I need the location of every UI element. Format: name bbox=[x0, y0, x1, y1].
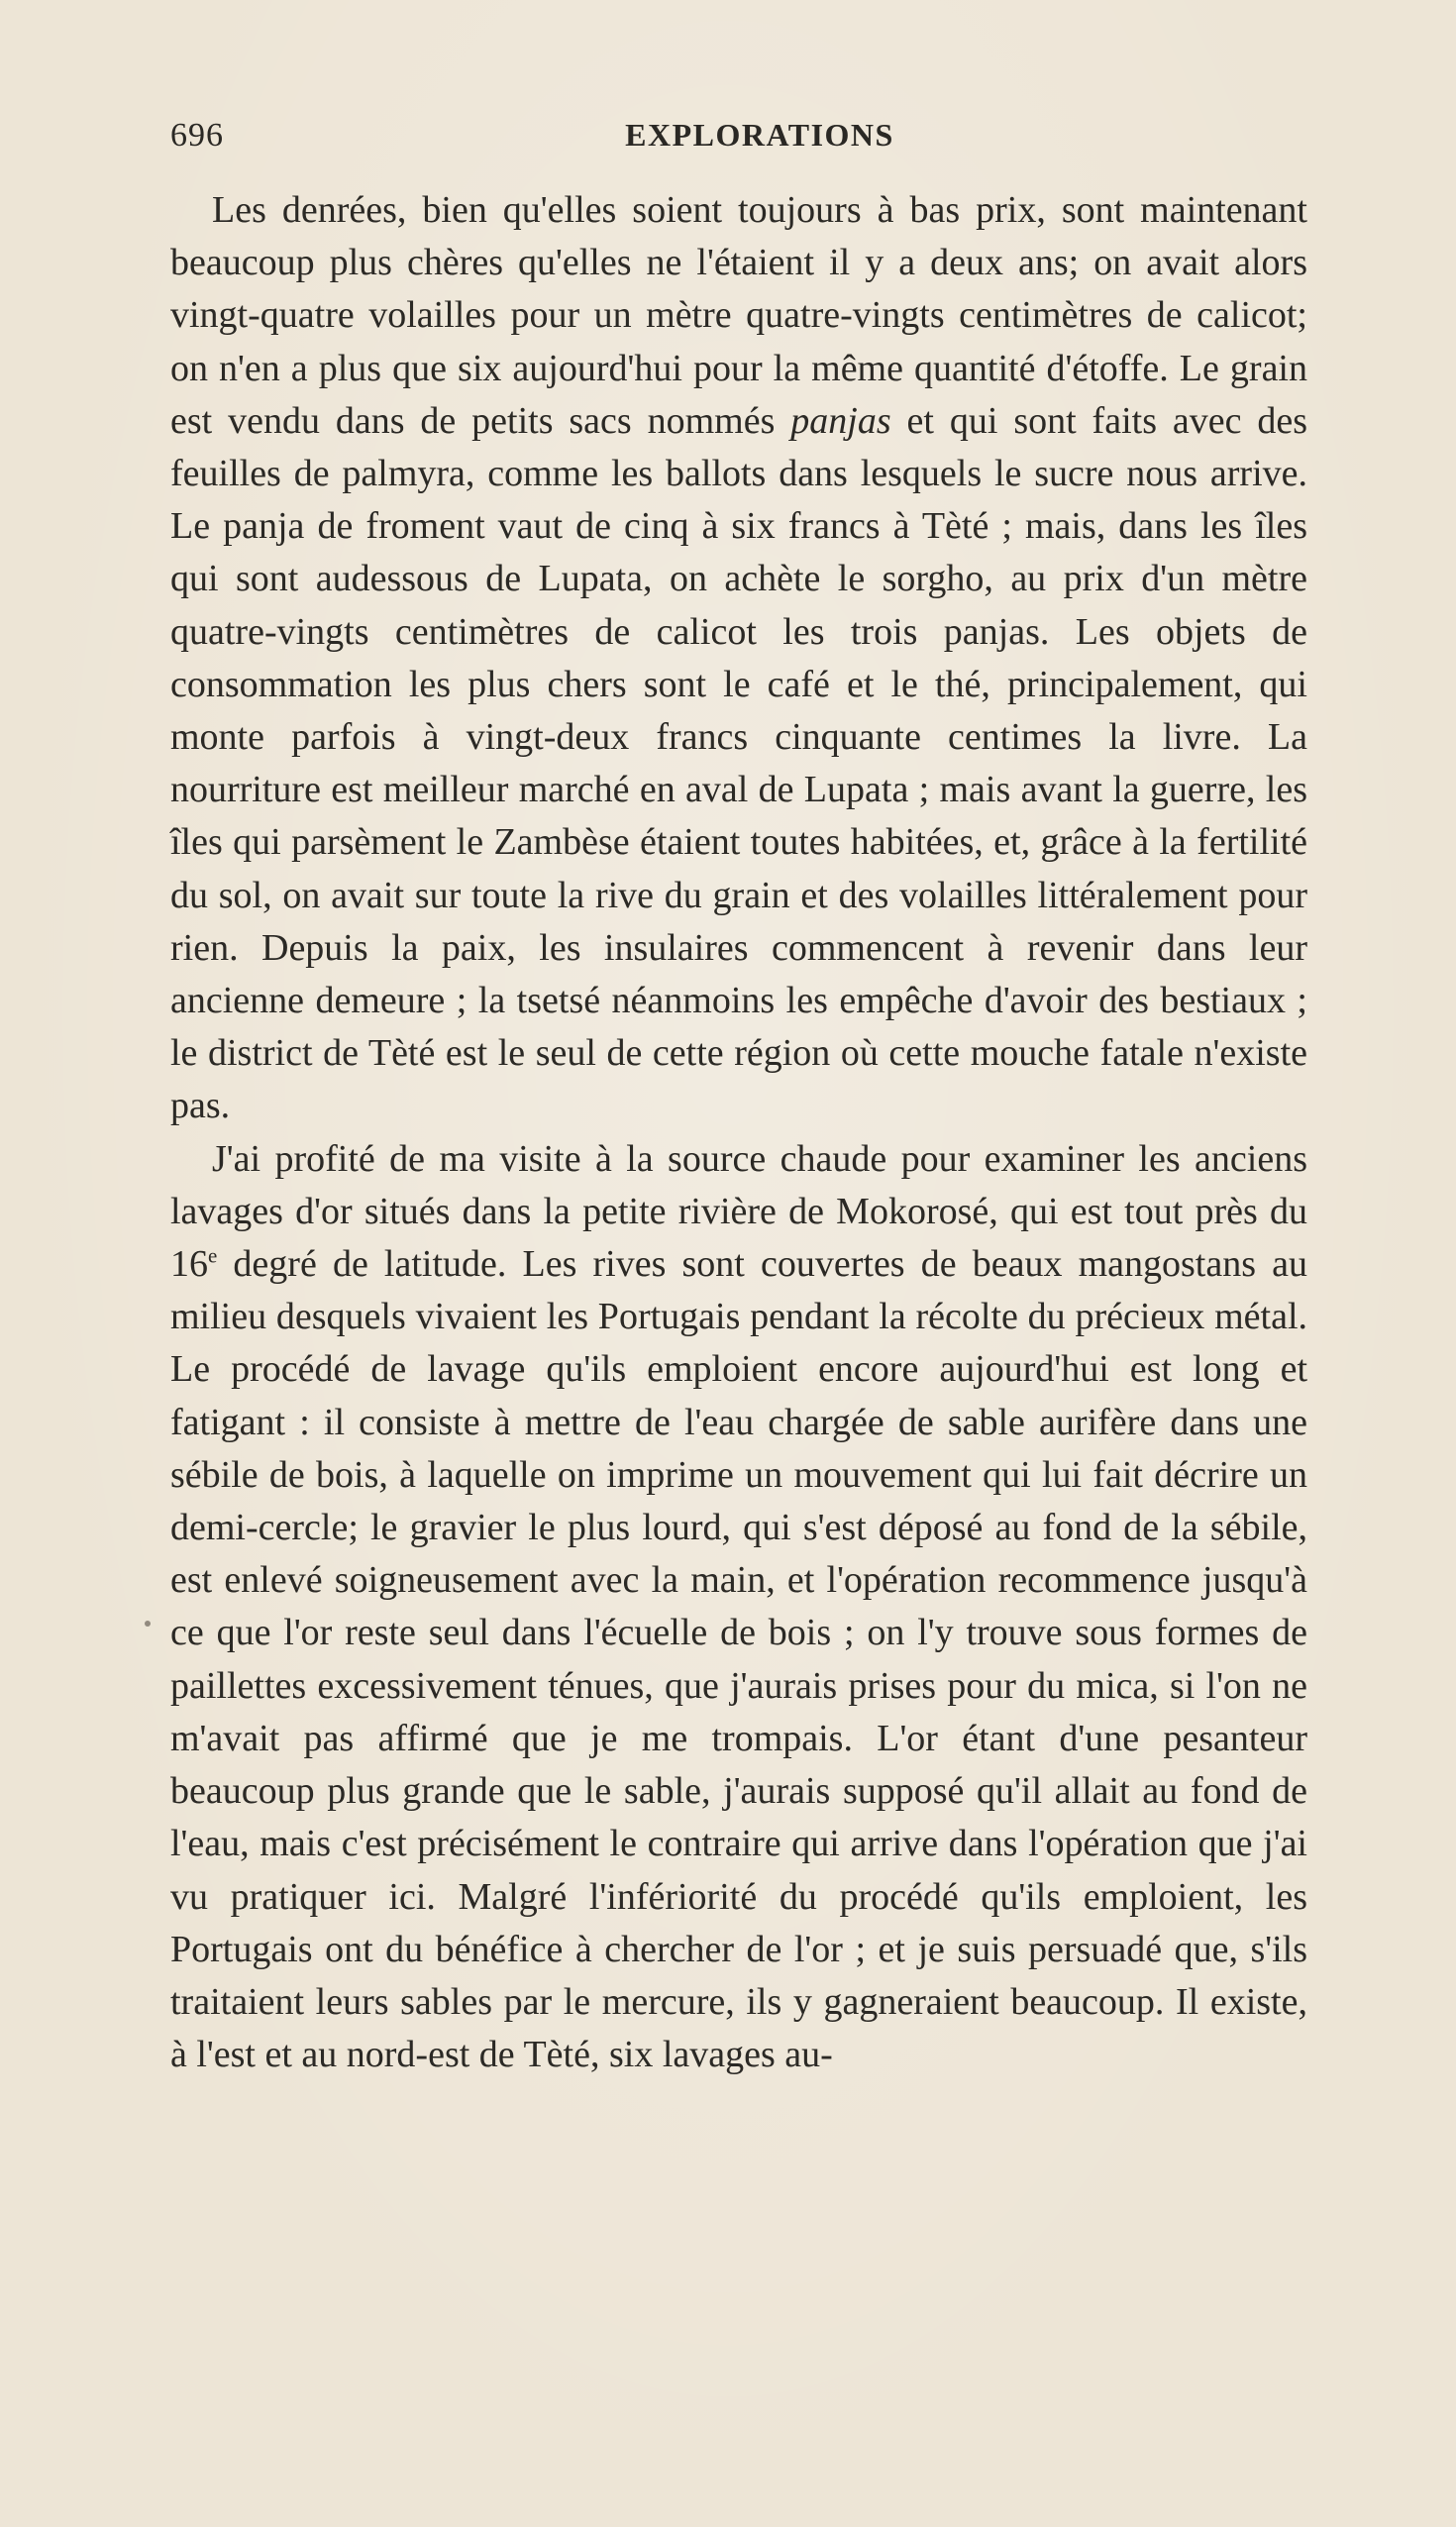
paragraph-1-text-a: Les denrées, bien qu'elles soient toujours à bas prix, sont maintenant beaucoup plus chères qu'elles ne l'étaient il y a deux ans; on avait alors vingt-quatre volailles pour un mètre quatre-vingts centimètres de calicot; on n'en a plus que six aujourd'hui pour la même quantité d'étoffe. Le grain est vendu dans de petits sacs nommés bbox=[170, 189, 1307, 442]
paragraph-1 bbox=[170, 184, 1307, 1133]
paragraph-2 bbox=[170, 1133, 1307, 2082]
page-number: 696 bbox=[170, 117, 224, 154]
paragraph-2-text-b: degré de latitude. Les rives sont couvertes de beaux mangostans au milieu desquels vivaient les Portugais pendant la récolte du précieux métal. Le procédé de lavage qu'ils emploient encore aujourd'hui est long et fatigant : il consiste à mettre de l'eau chargée de sable aurifère dans une sébile de bois, à laquelle on imprime un mouvement qui lui fait décrire un demi-cercle; le gravier le plus lourd, qui s'est déposé au fond de la sébile, est enlevé soigneusement avec la main, et l'opération recommence jusqu'à ce que l'or reste seul dans l'écuelle de bois ; on l'y trouve sous formes de paillettes excessivement ténues, que j'aurais prises pour du mica, si l'on ne m'avait pas affirmé que je me trompais. L'or étant d'une pesanteur beaucoup plus grande que le sable, j'aurais supposé qu'il allait au fond de l'eau, mais c'est précisément le contraire qui arrive dans l'opération que j'ai vu pratiquer ici. Malgré l'infériorité du procédé qu'ils emploient, les Portugais ont du bénéfice à chercher de l'or ; et je suis persuadé que, s'ils traitaient leurs sables par le mercure, ils y gagneraient beaucoup. Il existe, à l'est et au nord-est de Tèté, six lavages au- bbox=[170, 1243, 1308, 2076]
italic-term-panjas: panjas bbox=[790, 399, 891, 442]
margin-speck bbox=[145, 1621, 151, 1627]
body-text bbox=[170, 184, 1307, 2081]
paragraph-2-text-a: J'ai profité de ma visite à la source chaude pour examiner les anciens lavages d'or situés dans la petite rivière de Mokorosé, qui est tout près du 16 bbox=[170, 1137, 1307, 1286]
running-title: EXPLORATIONS bbox=[625, 117, 894, 153]
paragraph-1-text-b: et qui sont faits avec des feuilles de palmyra, comme les ballots dans lesquels le sucre nous arrive. Le panja de froment vaut de cinq à six francs à Tèté ; mais, dans les îles qui sont audessous de Lupata, on achète le sorgho, au prix d'un mètre quatre-vingts centimètres de calicot les trois panjas. Les objets de consommation les plus chers sont le café et le thé, principalement, qui monte parfois à vingt-deux francs cinquante centimes la livre. La nourriture est meilleur marché en aval de Lupata ; mais avant la guerre, les îles qui parsèment le Zambèse étaient toutes habitées, et, grâce à la fertilité du sol, on avait sur toute la rive du grain et des volailles littéralement pour rien. Depuis la paix, les insulaires commencent à revenir dans leur ancienne demeure ; la tsetsé néanmoins les empêche d'avoir des bestiaux ; le district de Tèté est le seul de cette région où cette mouche fatale n'existe pas. bbox=[170, 399, 1308, 1127]
running-head bbox=[170, 117, 1349, 176]
superscript-e: e bbox=[208, 1243, 218, 1268]
